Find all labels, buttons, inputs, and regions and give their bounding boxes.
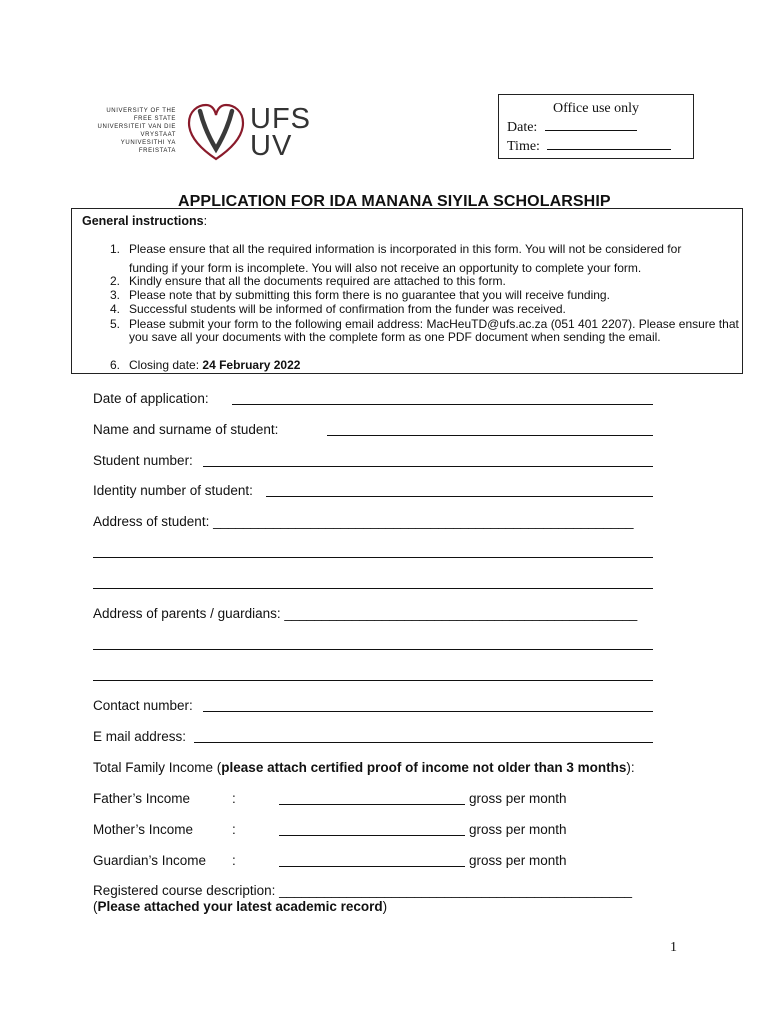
closing-date-value: 24 February 2022 xyxy=(202,358,301,372)
address-student-line-2[interactable] xyxy=(93,557,653,558)
form-title: APPLICATION FOR IDA MANANA SIYILA SCHOLARSHIP xyxy=(178,193,611,210)
instruction-number: 2. xyxy=(109,274,120,288)
mothers-income-colon: : xyxy=(232,822,236,837)
identity-number-field[interactable] xyxy=(266,496,653,497)
student-number-label: Student number: xyxy=(93,453,193,468)
student-number-field[interactable] xyxy=(203,466,653,467)
course-description-row xyxy=(93,883,632,898)
university-name-lines xyxy=(76,107,176,155)
family-income-suffix: ): xyxy=(626,760,635,775)
family-income-note: please attach certified proof of income not older than 3 months xyxy=(221,760,627,775)
fathers-income-label: Father’s Income xyxy=(93,791,191,806)
office-time-label: Time: xyxy=(507,139,540,154)
instructions-heading-colon: : xyxy=(203,214,208,228)
logo-line: VRYSTAAT xyxy=(140,132,176,138)
instruction-text: Kindly ensure that all the documents required are attached to this form. xyxy=(129,274,506,288)
instruction-number: 4. xyxy=(109,302,120,316)
instruction-number: 1. xyxy=(109,242,120,256)
course-description-field[interactable]: _______________________________________________ xyxy=(279,883,632,898)
mothers-income-label: Mother’s Income xyxy=(93,822,194,837)
office-use-box xyxy=(498,94,694,159)
academic-record-text: Please attached your latest academic record xyxy=(97,899,383,914)
guardians-income-field[interactable] xyxy=(279,866,465,867)
mothers-income-unit: gross per month xyxy=(469,822,567,837)
office-use-title: Office use only xyxy=(552,101,640,116)
logo-line: YUNIVESITHI YA xyxy=(120,140,176,146)
office-time-row xyxy=(507,137,693,155)
fathers-income-field[interactable] xyxy=(279,804,465,805)
fathers-income-colon: : xyxy=(232,791,236,806)
instruction-text: Please note that by submitting this form there is no guarantee that you will receive funding. xyxy=(129,288,610,302)
office-time-field[interactable] xyxy=(547,137,671,150)
instruction-number: 6. xyxy=(109,358,120,372)
logo-line: UNIVERSITY OF THE xyxy=(106,108,176,114)
fathers-income-unit: gross per month xyxy=(469,791,567,806)
page-number: 1 xyxy=(670,940,677,955)
contact-number-label: Contact number: xyxy=(93,698,193,713)
address-parents-line-3[interactable] xyxy=(93,680,653,681)
address-parents-line-2[interactable] xyxy=(93,649,653,650)
closing-date-label: Closing date: xyxy=(129,358,203,372)
address-parents-label: Address of parents / guardians: xyxy=(93,606,281,621)
guardians-income-colon: : xyxy=(232,853,236,868)
logo-ufs-text: UFS xyxy=(250,103,311,135)
office-date-label: Date: xyxy=(507,120,538,135)
family-income-label: Total Family Income ( xyxy=(93,760,222,775)
instruction-text xyxy=(129,359,741,372)
address-student-label: Address of student: xyxy=(93,514,210,529)
email-address-field[interactable] xyxy=(194,742,653,743)
date-of-application-field[interactable] xyxy=(232,404,653,405)
general-instructions-box xyxy=(71,208,743,374)
instruction-number: 3. xyxy=(109,288,120,302)
logo-line: UNIVERSITEIT VAN DIE xyxy=(97,124,176,130)
identity-number-label: Identity number of student: xyxy=(93,483,253,498)
address-parents-row xyxy=(93,606,637,621)
academic-record-open: ( xyxy=(93,899,98,914)
academic-record-close: ) xyxy=(382,899,388,914)
instruction-number: 5. xyxy=(109,317,120,331)
office-date-row xyxy=(507,118,693,136)
family-income-heading xyxy=(93,760,635,775)
address-parents-field[interactable]: _______________________________________________ xyxy=(284,606,638,621)
instructions-heading xyxy=(82,214,207,228)
instruction-text: Please submit your form to the following email address: MacHeuTD@ufs.ac.za (051 401 2207). Please ensure that you save all your documents with the complete form as one PDF document when sending the email. xyxy=(129,317,739,344)
guardians-income-unit: gross per month xyxy=(469,853,567,868)
date-of-application-label: Date of application: xyxy=(93,391,209,406)
address-student-row xyxy=(93,514,634,529)
university-logo-icon xyxy=(186,101,246,163)
instructions-heading-text: General instructions xyxy=(82,214,204,228)
logo-line: FREE STATE xyxy=(133,116,176,122)
academic-record-note xyxy=(93,899,387,914)
email-address-label: E mail address: xyxy=(93,729,187,744)
instruction-text: Successful students will be informed of confirmation from the funder was received. xyxy=(129,302,566,316)
instruction-text: funding if your form is incomplete. You will also not receive an opportunity to complete your form. xyxy=(129,261,642,275)
address-student-line-3[interactable] xyxy=(93,588,653,589)
contact-number-field[interactable] xyxy=(203,711,653,712)
logo-uv-text: UV xyxy=(250,130,293,162)
guardians-income-label: Guardian’s Income xyxy=(93,853,207,868)
office-date-field[interactable] xyxy=(545,118,637,131)
name-surname-label: Name and surname of student: xyxy=(93,422,279,437)
logo-line: FREISTATA xyxy=(138,148,176,154)
mothers-income-field[interactable] xyxy=(279,835,465,836)
address-student-field[interactable]: ________________________________________________________ xyxy=(213,514,634,529)
course-description-label: Registered course description: xyxy=(93,883,276,898)
instruction-text: Please ensure that all the required information is incorporated in this form. You will not be considered for xyxy=(129,242,682,256)
name-surname-field[interactable] xyxy=(327,435,653,436)
